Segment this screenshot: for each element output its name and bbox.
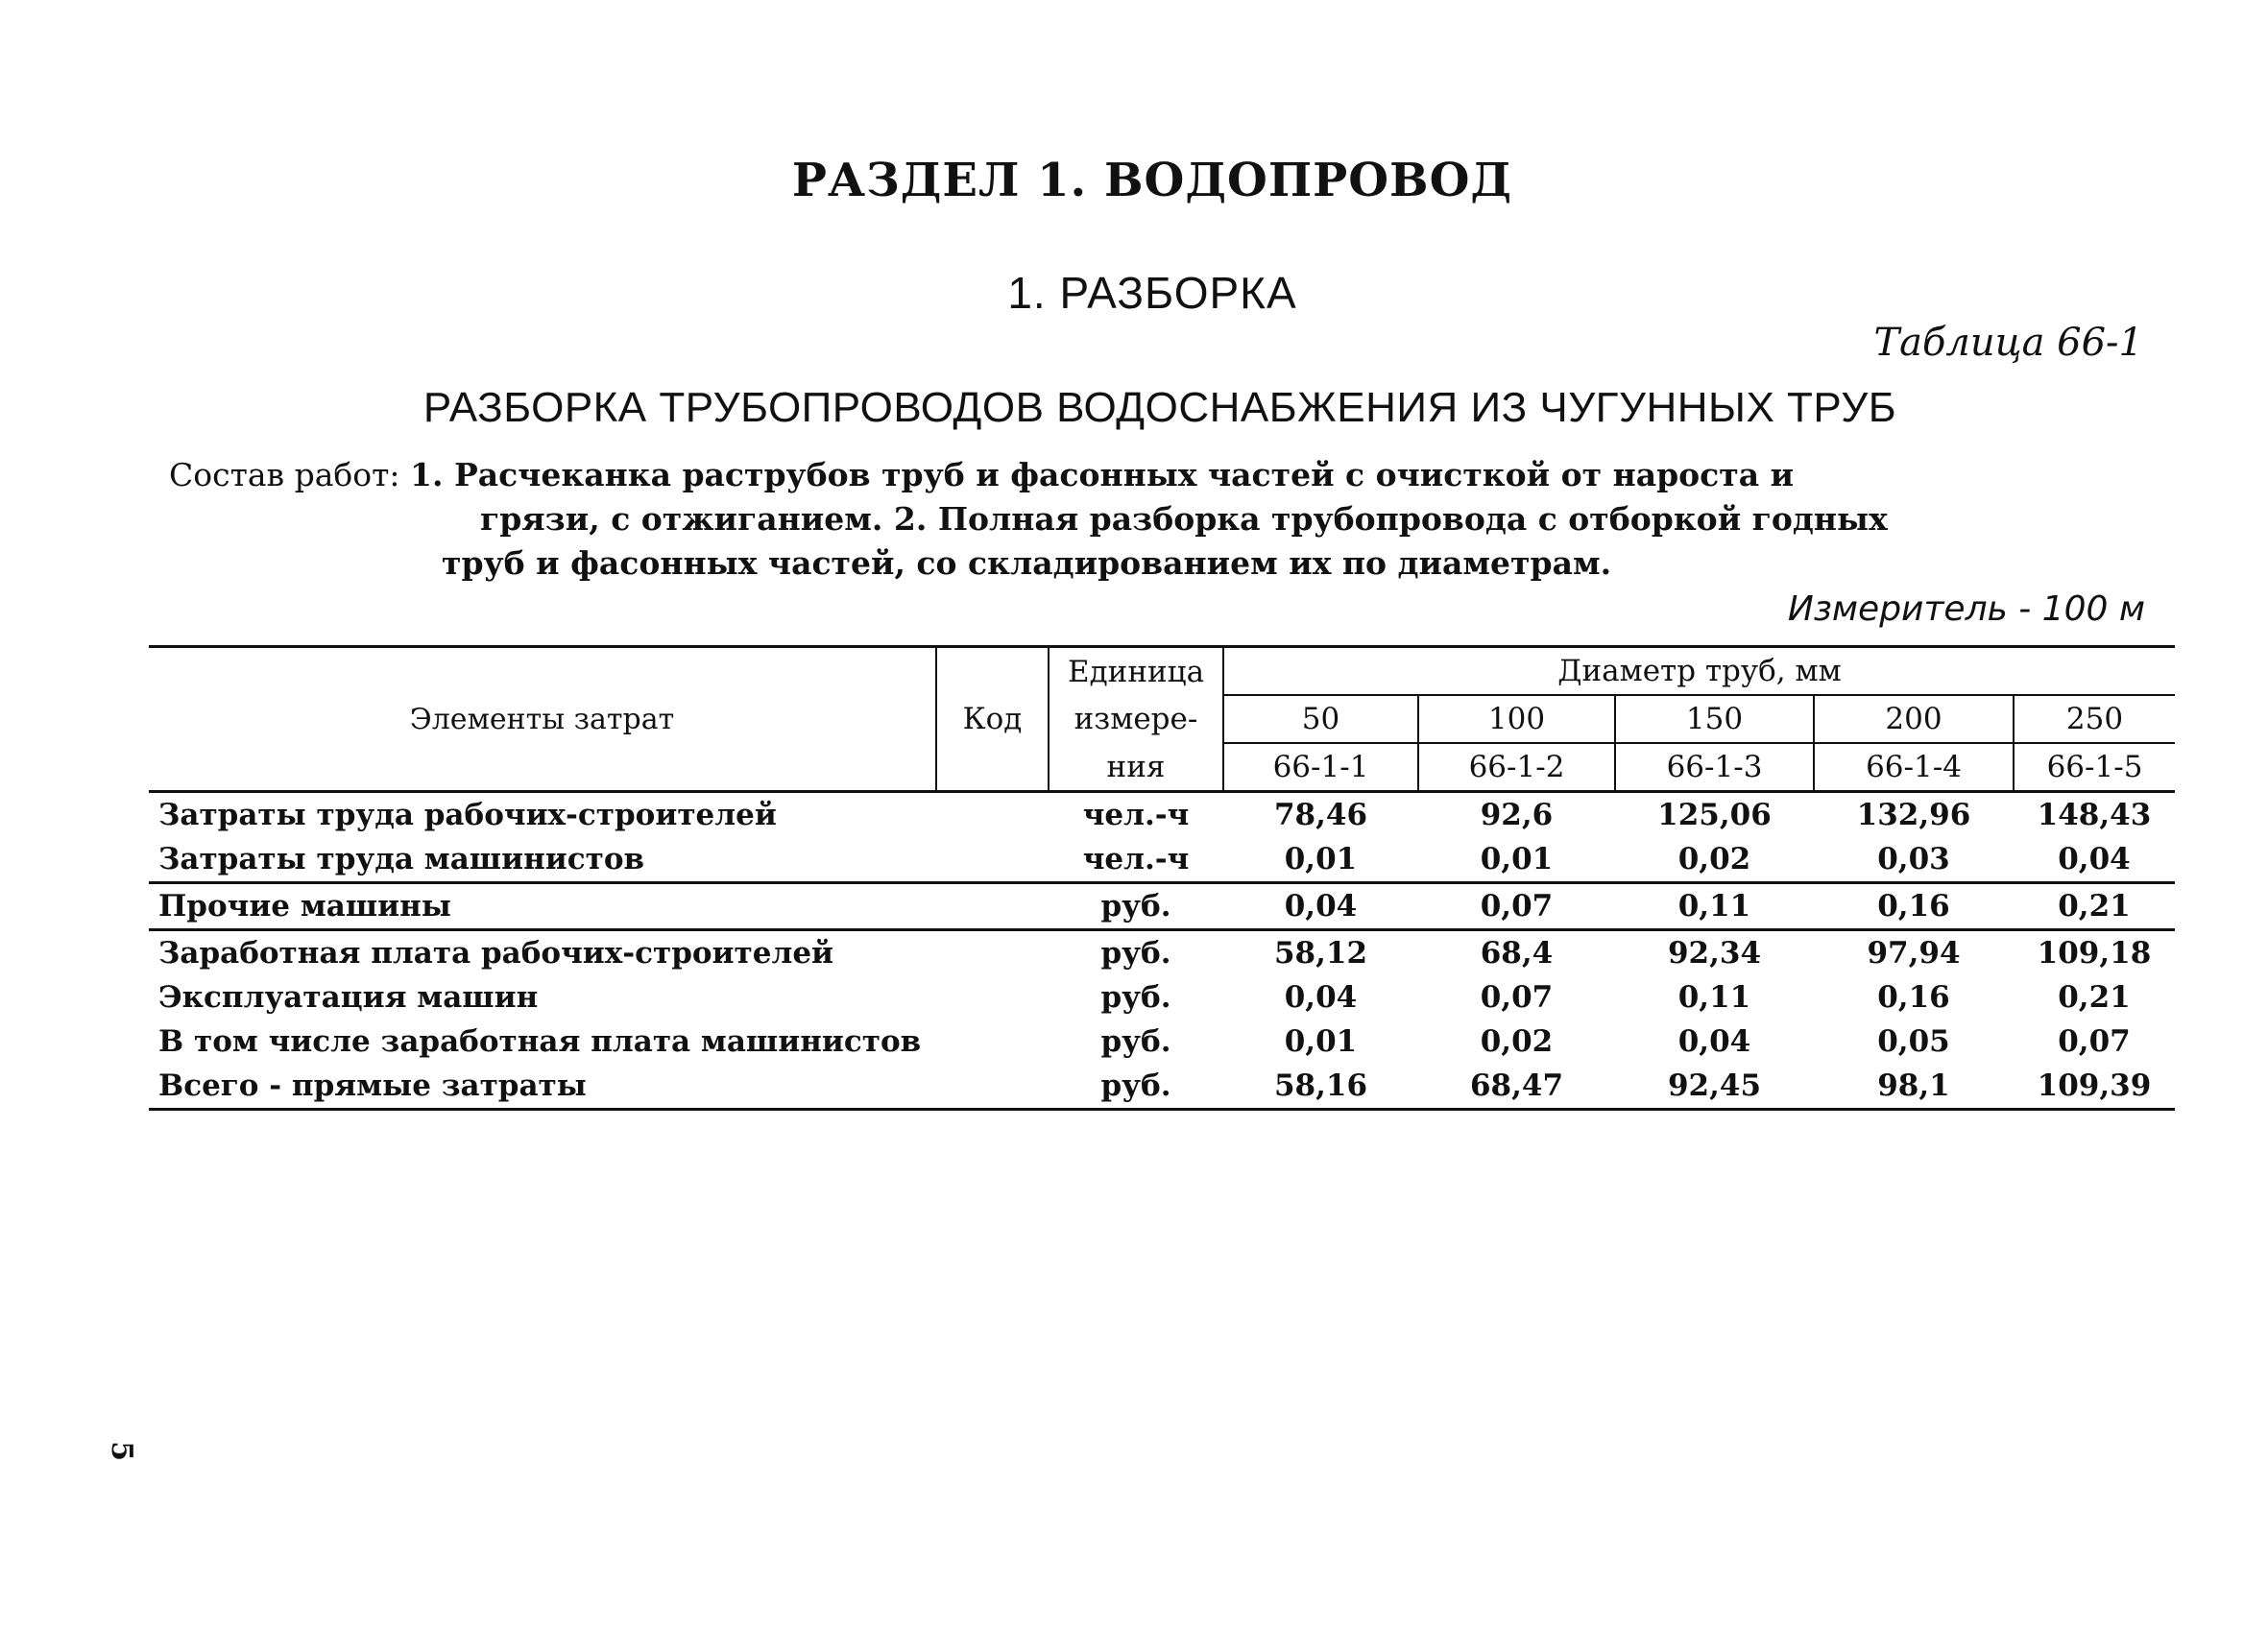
row-value: 0,11 <box>1677 980 1751 1015</box>
header-unit-line-1: Единица <box>1049 647 1223 696</box>
table-row <box>149 792 2175 838</box>
table-number: Таблица 66-1 <box>1873 321 2143 365</box>
row-value: 58,12 <box>1273 936 1368 971</box>
row-name: Затраты труда машинистов <box>149 837 1049 883</box>
row-value: 0,16 <box>1877 980 1950 1015</box>
row-value: 92,6 <box>1480 798 1554 832</box>
norms-table <box>149 645 2175 1111</box>
row-value: 0,04 <box>2014 837 2175 883</box>
work-scope-line-2: грязи, с отжиганием. 2. Полная разборка трубопровода с отборкой годных <box>480 500 1888 538</box>
row-value: 0,05 <box>1877 1024 1950 1059</box>
table-row <box>149 1020 2175 1064</box>
row-name: Затраты труда рабочих-строителей <box>158 798 777 832</box>
table-row <box>149 1064 2175 1110</box>
header-diameter-50: 50 <box>1223 695 1418 743</box>
header-diameter: Диаметр труб, мм <box>1223 647 2175 696</box>
row-unit: руб. <box>1049 883 1223 930</box>
row-value: 132,96 <box>1856 798 1971 832</box>
header-diameter-100: 100 <box>1418 695 1615 743</box>
header-code-66-1-2: 66-1-2 <box>1418 743 1615 792</box>
header-code-66-1-1: 66-1-1 <box>1223 743 1418 792</box>
header-unit-line-2: измере- <box>1049 695 1223 743</box>
row-value: 109,18 <box>2037 936 2152 971</box>
row-value: 58,16 <box>1223 1064 1418 1110</box>
row-name: Прочие машины <box>149 883 1049 930</box>
row-value: 0,03 <box>1814 837 2014 883</box>
header-diameter-250: 250 <box>2014 695 2175 743</box>
header-row-1 <box>149 647 2175 696</box>
row-name: Всего - прямые затраты <box>149 1064 1049 1110</box>
work-scope-text-1: 1. Расчеканка раструбов труб и фасонных частей с очисткой от нароста и <box>410 456 1795 493</box>
row-value: 0,07 <box>1418 883 1615 930</box>
row-value: 0,07 <box>1480 980 1554 1015</box>
work-scope <box>169 453 1993 586</box>
row-value: 0,04 <box>1284 980 1358 1015</box>
row-value: 148,43 <box>2037 798 2152 832</box>
row-value: 92,34 <box>1667 936 1762 971</box>
table-title: РАЗБОРКА ТРУБОПРОВОДОВ ВОДОСНАБЖЕНИЯ ИЗ ЧУГУННЫХ ТРУБ <box>422 384 1897 431</box>
row-value: 0,01 <box>1284 1024 1358 1059</box>
row-value: 0,02 <box>1615 837 1814 883</box>
row-name: В том числе заработная плата машинистов <box>158 1024 922 1059</box>
row-value: 78,46 <box>1273 798 1368 832</box>
row-name: Эксплуатация машин <box>158 980 539 1015</box>
row-value: 92,45 <box>1615 1064 1814 1110</box>
header-code-66-1-4: 66-1-4 <box>1814 743 2014 792</box>
row-unit: чел.-ч <box>1082 798 1190 832</box>
row-unit: руб. <box>1100 980 1171 1015</box>
row-value: 0,01 <box>1223 837 1418 883</box>
work-scope-label: Состав работ: <box>169 456 400 493</box>
subsection-title: 1. РАЗБОРКА <box>1007 268 1297 318</box>
section-title: РАЗДЕЛ 1. ВОДОПРОВОД <box>791 154 1513 207</box>
row-name: Заработная плата рабочих-строителей <box>158 936 834 971</box>
work-scope-line-1 <box>169 453 1993 497</box>
page-number: 5 <box>104 1441 138 1461</box>
unit-measure: Измеритель - 100 м <box>1787 589 2145 629</box>
row-value: 98,1 <box>1814 1064 2014 1110</box>
row-unit: руб. <box>1100 1024 1171 1059</box>
header-code: Код <box>936 647 1049 792</box>
row-value: 0,16 <box>1814 883 2014 930</box>
header-code-66-1-5: 66-1-5 <box>2014 743 2175 792</box>
row-value: 0,02 <box>1480 1024 1554 1059</box>
row-value: 0,04 <box>1677 1024 1751 1059</box>
row-unit: руб. <box>1049 1064 1223 1110</box>
row-value: 97,94 <box>1867 936 1961 971</box>
row-value: 0,11 <box>1615 883 1814 930</box>
row-value: 68,4 <box>1480 936 1554 971</box>
row-value: 0,21 <box>2014 883 2175 930</box>
table-row <box>149 975 2175 1020</box>
header-diameter-150: 150 <box>1615 695 1814 743</box>
table-row <box>149 930 2175 976</box>
header-code-66-1-3: 66-1-3 <box>1615 743 1814 792</box>
row-unit: чел.-ч <box>1049 837 1223 883</box>
header-unit-line-3: ния <box>1049 743 1223 792</box>
row-value: 68,47 <box>1418 1064 1615 1110</box>
row-value: 0,07 <box>2058 1024 2131 1059</box>
row-value: 0,01 <box>1418 837 1615 883</box>
header-elements: Элементы затрат <box>149 647 936 792</box>
row-unit: руб. <box>1100 936 1171 971</box>
row-value: 0,04 <box>1223 883 1418 930</box>
row-value: 109,39 <box>2014 1064 2175 1110</box>
header-diameter-200: 200 <box>1814 695 2014 743</box>
row-value: 0,21 <box>2058 980 2131 1015</box>
table-row <box>149 837 2175 883</box>
row-value: 125,06 <box>1657 798 1772 832</box>
work-scope-line-3: труб и фасонных частей, со складированием их по диаметрам. <box>442 544 1612 582</box>
table-row <box>149 883 2175 930</box>
